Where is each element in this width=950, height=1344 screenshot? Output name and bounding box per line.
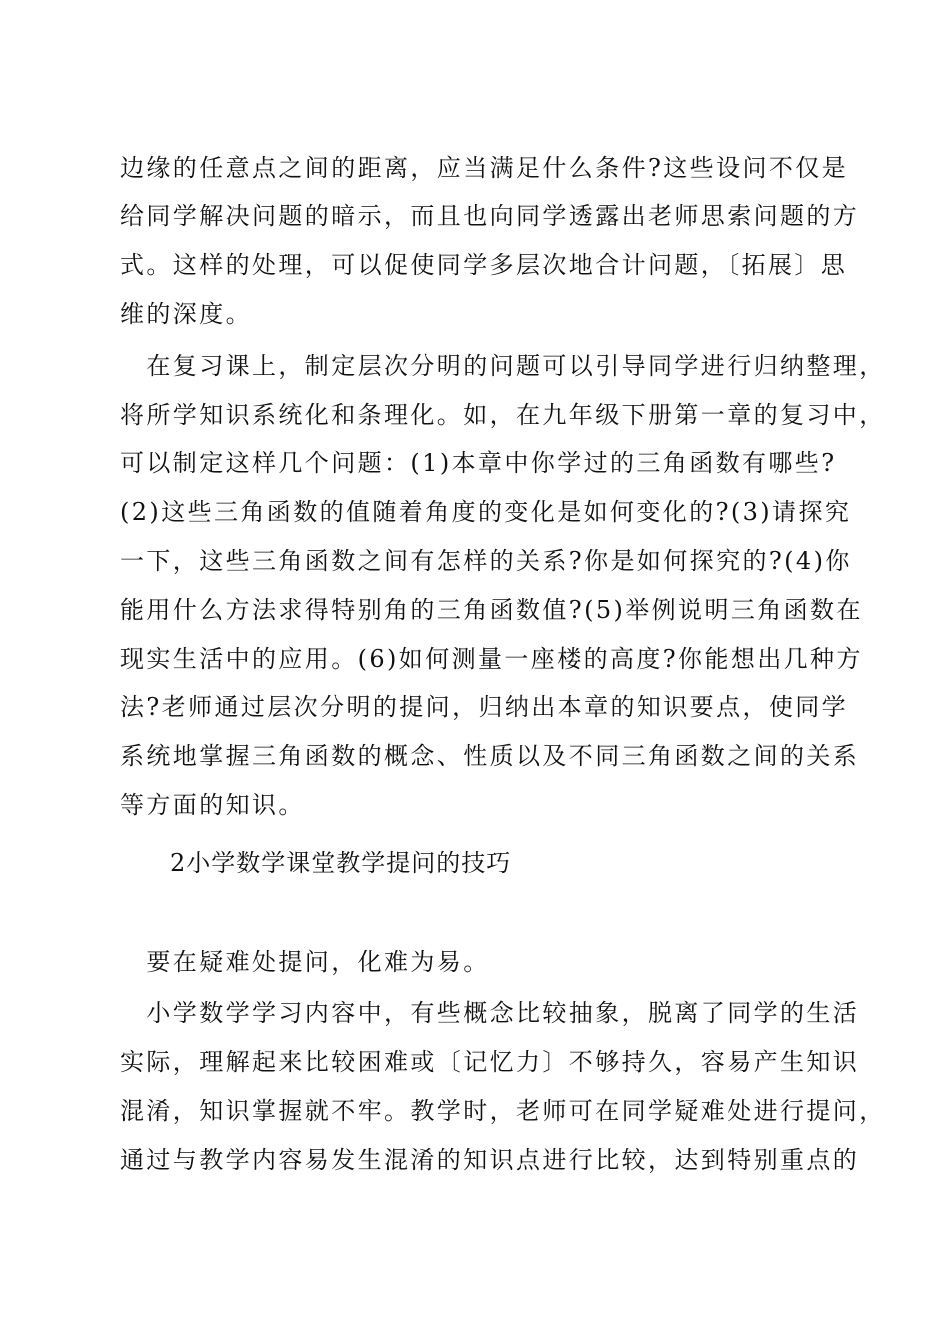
paragraph-line: 等方面的知识。: [120, 791, 305, 819]
paragraph-line: 在复习课上，制定层次分明的问题可以引导同学进行归纳整理，: [120, 352, 886, 380]
paragraph-line: 给同学解决问题的暗示，而且也向同学透露出老师思索问题的方: [120, 202, 860, 230]
paragraph-line: 边缘的任意点之间的距离，应当满足什么条件?这些设问不仅是: [120, 154, 849, 182]
paragraph-line: 式。这样的处理，可以促使同学多层次地合计问题，〔拓展〕思: [120, 251, 848, 279]
section-heading: 2小学数学课堂教学提问的技巧: [170, 849, 512, 877]
paragraph-line: 混淆，知识掌握就不牢。教学时，老师可在同学疑难处进行提问，: [120, 1097, 886, 1125]
paragraph-line: 通过与教学内容易发生混淆的知识点进行比较，达到特别重点的: [120, 1146, 860, 1174]
paragraph-line: 可以制定这样几个问题：(1)本章中你学过的三角函数有哪些?: [120, 449, 837, 477]
paragraph-line: 能用什么方法求得特别角的三角函数值?(5)举例说明三角函数在: [120, 596, 863, 624]
paragraph-line: (2)这些三角函数的值随着角度的变化是如何变化的?(3)请探究: [120, 498, 852, 526]
paragraph-line: 将所学知识系统化和条理化。如，在九年级下册第一章的复习中，: [120, 401, 886, 429]
paragraph-line: 维的深度。: [120, 300, 252, 328]
paragraph-line: 实际，理解起来比较困难或〔记忆力〕不够持久，容易产生知识: [120, 1048, 860, 1076]
paragraph-line: 一下，这些三角函数之间有怎样的关系?你是如何探究的?(4)你: [120, 547, 852, 575]
paragraph-line: 系统地掌握三角函数的概念、性质以及不同三角函数之间的关系: [120, 742, 860, 770]
paragraph-line: 要在疑难处提问，化难为易。: [120, 948, 490, 976]
paragraph-line: 现实生活中的应用。(6)如何测量一座楼的高度?你能想出几种方: [120, 645, 863, 673]
paragraph-line: 小学数学学习内容中，有些概念比较抽象，脱离了同学的生活: [120, 999, 860, 1027]
paragraph-line: 法?老师通过层次分明的提问，归纳出本章的知识要点，使同学: [120, 693, 849, 721]
